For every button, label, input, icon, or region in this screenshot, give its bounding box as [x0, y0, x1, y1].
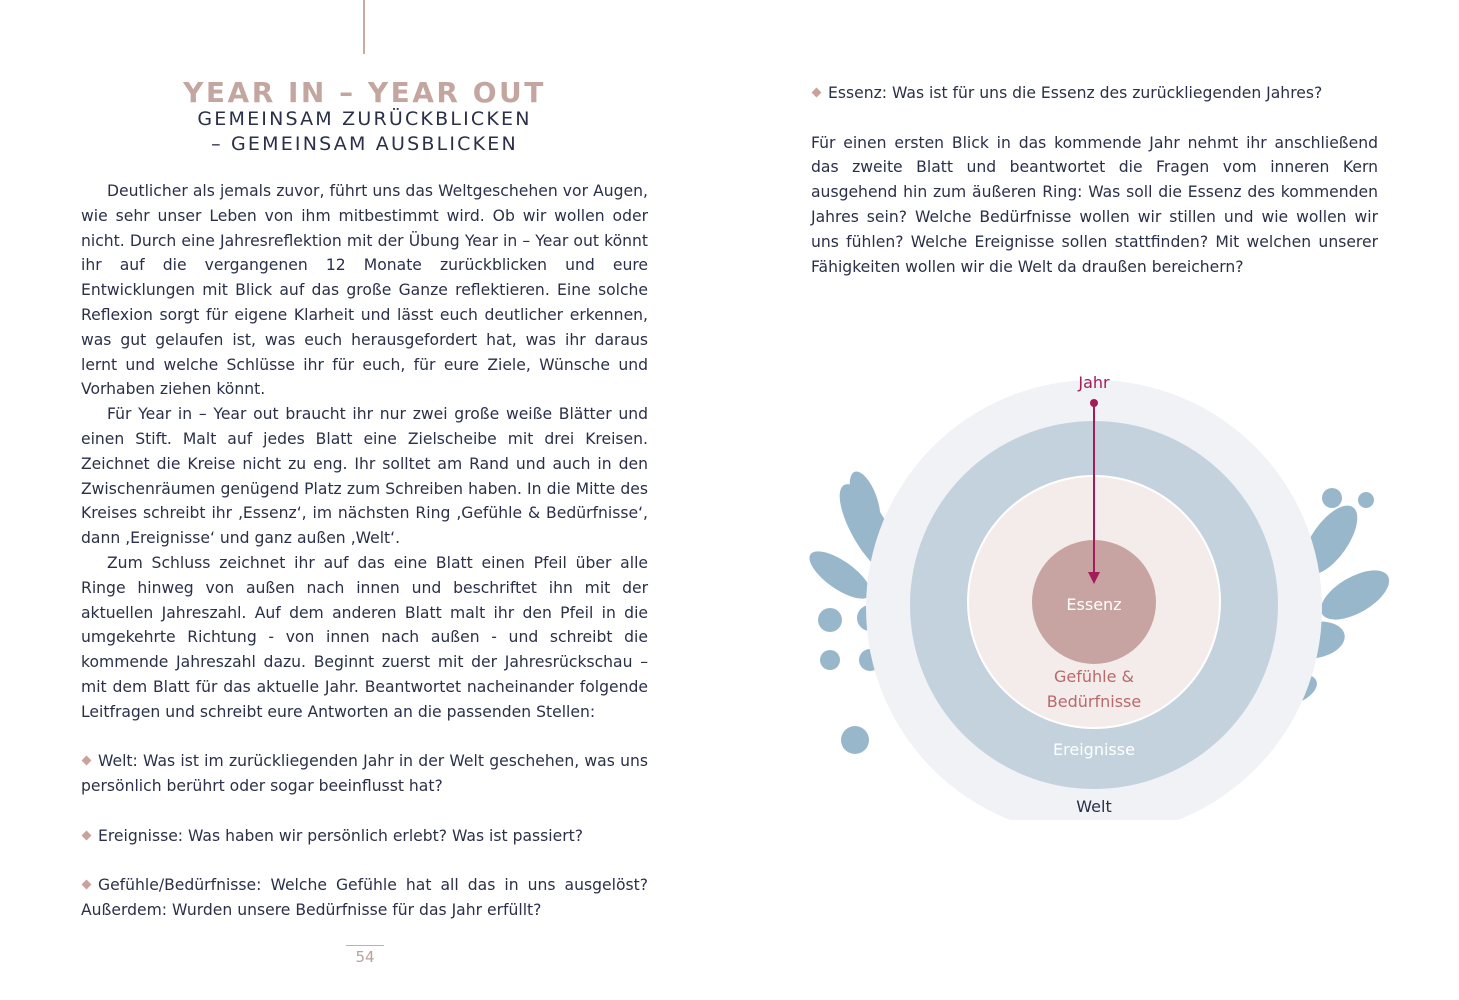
paragraph-intro: Deutlicher als jemals zuvor, führt uns das Weltgeschehen vor Augen, wie sehr unser Leben von ihm mitbestimmt wird. Ob wir wollen oder nicht. Durch eine Jahresreflektion mit der Übung Year in – Year out könnt ihr auf die vergangenen 12 Monate zurückblicken und eure Entwicklungen mit Blick auf das große Ganze reflektieren. Eine solche Reflexion sorgt für eigene Klarheit und lässt euch deutlicher erkennen, was gut gelaufen ist, was euch herausgefordert hat, was ihr daraus lernt und welche Schlüsse ihr für euch, für eure Ziele, Wünsche und Vorhaben ziehen könnt.: [81, 182, 648, 399]
label-feelings-1: Gefühle &: [1053, 667, 1135, 686]
paragraph-outlook: Für einen ersten Blick in das kommende Jahr nehmt ihr anschließend das zweite Blatt und beantwortet die Fragen vom inneren Kern ausgehend hin zum äußeren Ring: Was soll die Essenz des kommenden Jahres sein? Welche Bedürfnisse wollen wir stillen und wie wollen wir uns fühlen? Welche Ereignisse sollen stattfinden? Mit welchen unserer Fähigkeiten wollen wir die Welt da draußen bereichern?: [811, 133, 1378, 276]
subtitle-line-1: GEMEINSAM ZURÜCKBLICKEN: [197, 108, 532, 130]
right-column: [811, 81, 1378, 279]
target-diagram-svg: [800, 350, 1400, 820]
bullet-essence: Essenz: Was ist für uns die Essenz des zurückliegenden Jahres?: [811, 81, 1378, 106]
left-column: [81, 179, 648, 923]
label-world: Welt: [1076, 797, 1112, 816]
page-title: YEAR IN – YEAR OUT: [183, 76, 546, 109]
label-year: Jahr: [1078, 373, 1110, 392]
label-feelings-2: Bedürfnisse: [1046, 692, 1142, 711]
subtitle-line-2: – GEMEINSAM AUSBLICKEN: [211, 133, 518, 155]
page-number: 54: [355, 948, 375, 966]
label-events: Ereignisse: [1053, 740, 1135, 759]
paragraph-arrow: Zum Schluss zeichnet ihr auf das eine Blatt einen Pfeil über alle Ringe hinweg von außen nach innen und beschriftet ihn mit der aktuellen Jahreszahl. Auf dem anderen Blatt malt ihr den Pfeil in die umgekehrte Richtung - von innen nach außen - und schreibt die kommende Jahreszahl dazu. Beginnt zuerst mit der Jahresrückschau – mit dem Blatt für das aktuelle Jahr. Beantwortet nacheinander folgende Leitfragen und schreibt eure Antworten an die passenden Stellen:: [81, 553, 648, 721]
bullet-world: Welt: Was ist im zurückliegenden Jahr in der Welt geschehen, was uns persönlich berührt oder sogar beeinflusst hat?: [81, 749, 648, 799]
page-number-rule: [346, 945, 384, 946]
paragraph-materials: Für Year in – Year out braucht ihr nur zwei große weiße Blätter und einen Stift. Malt auf jedes Blatt eine Zielscheibe mit drei Kreisen. Zeichnet die Kreise nicht zu eng. Ihr solltet am Rand und auch in den Zwischenräumen genügend Platz zum Schreiben haben. In die Mitte des Kreises schreibt ihr ‚Essenz‘, im nächsten Ring ‚Gefühle & Bedürfnisse‘, dann ‚Ereignisse‘ und ganz außen ‚Welt‘.: [81, 405, 648, 548]
target-diagram: [800, 350, 1400, 820]
bullet-events: Ereignisse: Was haben wir persönlich erlebt? Was ist passiert?: [81, 824, 648, 849]
label-essence: Essenz: [1066, 595, 1122, 614]
top-divider: [363, 0, 365, 54]
bullet-feelings: Gefühle/Bedürfnisse: Welche Gefühle hat all das in uns ausgelöst? Außerdem: Wurden unsere Bedürfnisse für das Jahr erfüllt?: [81, 873, 648, 923]
